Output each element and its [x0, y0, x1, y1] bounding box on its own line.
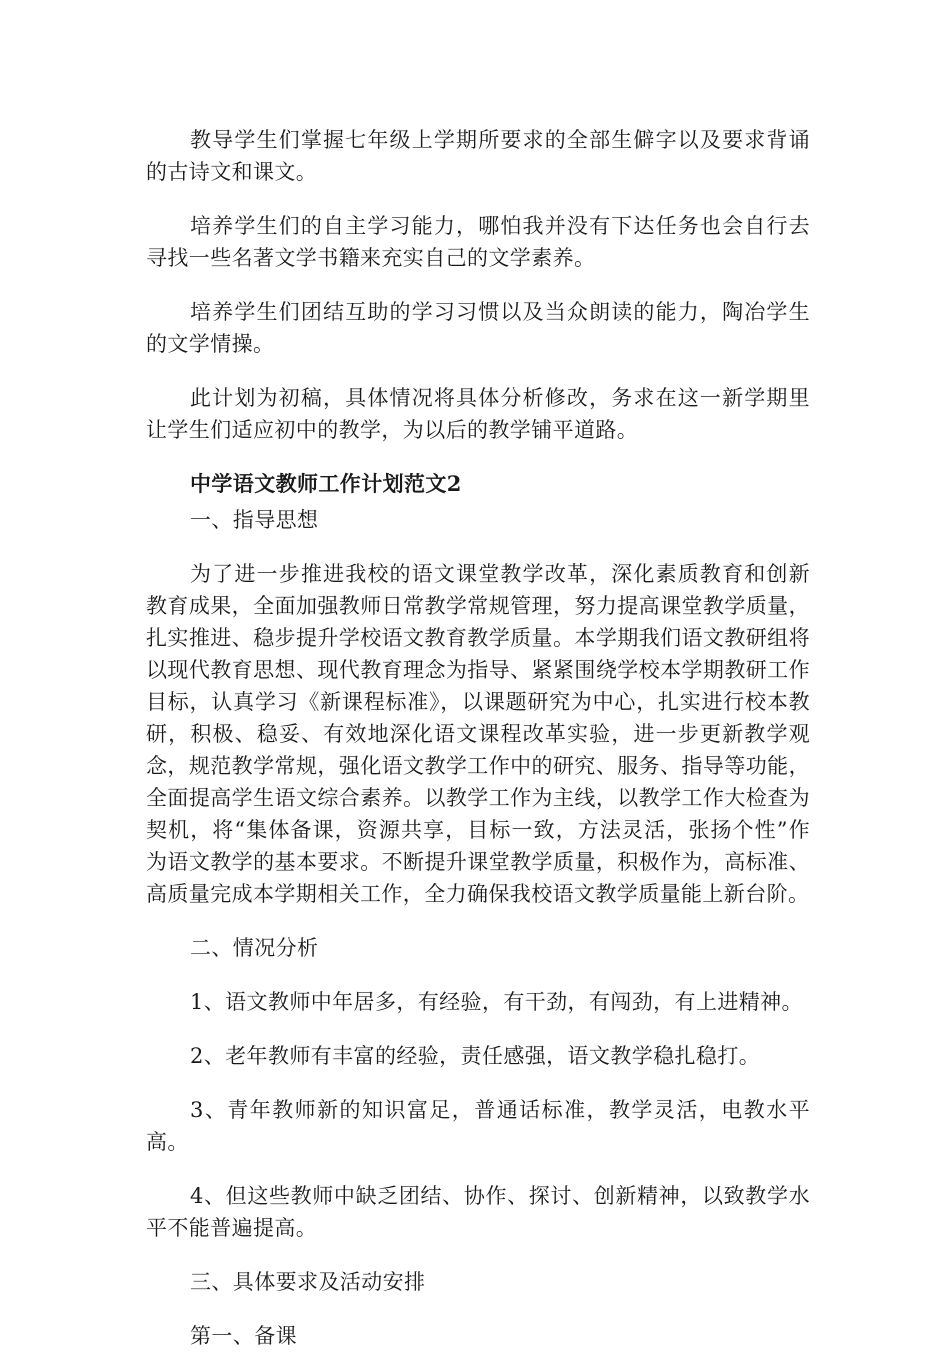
- heading-requirements: 三、具体要求及活动安排: [190, 1270, 426, 1294]
- paragraph-draft-note: 此计划为初稿，具体情况将具体分析修改，务求在这一新学期里让学生们适应初中的教学，为以后的教学铺平道路。: [146, 386, 810, 442]
- analysis-item: 3、青年教师新的知识富足，普通话标准，教学灵活，电教水平高。: [146, 1098, 810, 1154]
- section-title: 中学语文教师工作计划范文2: [190, 471, 462, 496]
- heading-situation-analysis: 二、情况分析: [190, 936, 319, 960]
- paragraph-self-study: 培养学生们的自主学习能力，哪怕我并没有下达任务也会自行去寻找一些名著文学书籍来充实自己的文学素养。: [146, 214, 810, 270]
- paragraph-teamwork: 培养学生们团结互助的学习习惯以及当众朗读的能力，陶冶学生的文学情操。: [146, 300, 810, 356]
- heading-guiding-thought: 一、指导思想: [190, 508, 319, 532]
- analysis-item: 2、老年教师有丰富的经验，责任感强，语文教学稳扎稳打。: [190, 1044, 761, 1068]
- paragraph-guiding-thought: 为了进一步推进我校的语文课堂教学改革，深化素质教育和创新教育成果，全面加强教师日常教学常规管理，努力提高课堂教学质量，扎实推进、稳步提升学校语文教育教学质量。本学期我们语文教研组将以现代教育思想、现代教育理念为指导、紧紧围绕学校本学期教研工作目标，认真学习《新课程标准》，以课题研究为中心，扎实进行校本教研，积极、稳妥、有效地深化语文课程改革实验，进一步更新教学观念，规范教学常规，强化语文教学工作中的研究、服务、指导等功能，全面提高学生语文综合素养。以教学工作为主线，以教学工作大检查为契机，将“集体备课，资源共享，目标一致，方法灵活，张扬个性”作为语文教学的基本要求。不断提升课堂教学质量，积极作为，高标准、高质量完成本学期相关工作，全力确保我校语文教学质量能上新台阶。: [146, 562, 810, 906]
- document-page: [146, 124, 810, 1352]
- paragraph-mastery: 教导学生们掌握七年级上学期所要求的全部生僻字以及要求背诵的古诗文和课文。: [146, 128, 810, 184]
- analysis-item: 4、但这些教师中缺乏团结、协作、探讨、创新精神，以致教学水平不能普遍提高。: [146, 1184, 810, 1240]
- analysis-item: 1、语文教师中年居多，有经验，有干劲，有闯劲，有上进精神。: [190, 990, 803, 1014]
- subheading-lesson-prep: 第一、备课: [190, 1324, 297, 1348]
